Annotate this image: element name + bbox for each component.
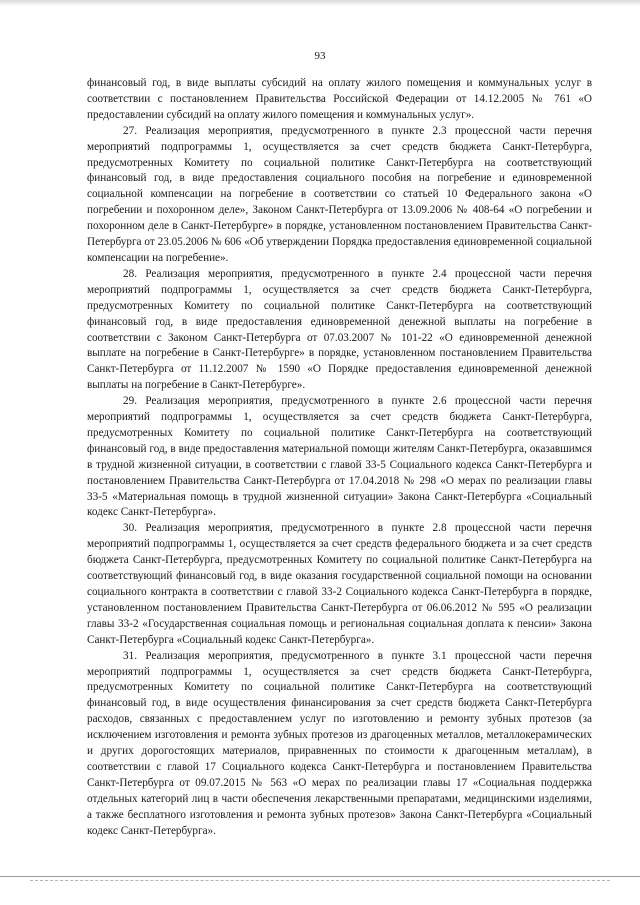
document-body (87, 76, 592, 840)
paragraph-29: 29. Реализация мероприятия, предусмотренного в пункте 2.6 процессной части перечня мероприятий подпрограммы 1, осуществляется за счет средств бюджета Санкт-Петербурга, предусмотренных Комитету по социальной политике Санкт-Петербурга на соответствующий финансовый год, в виде предоставления материальной помощи жителям Санкт-Петербурга, оказавшимся в трудной жизненной ситуации, в соответствии с главой 33-5 Социального кодекса Санкт-Петербурга и постановлением Правительства Санкт-Петербурга от 17.04.2018 № 298 «О мерах по реализации главы 33-5 «Материальная помощь в трудной жизненной ситуации» Закона Санкт-Петербурга «Социальный кодекс Санкт-Петербурга». (87, 395, 592, 519)
page-number: 93 (314, 50, 326, 62)
scan-top-edge (0, 0, 640, 6)
paragraph-30: 30. Реализация мероприятия, предусмотренного в пункте 2.8 процессной части перечня мероприятий подпрограммы 1, осуществляется за счет средств федерального бюджета и за счет средств бюджета Санкт-Петербурга, предусмотренных Комитету по социальной политике Санкт-Петербурга на соответствующий финансовый год, в виде оказания государственной социальной помощи на основании социального контракта в соответствии с главой 33-2 Социального кодекса Санкт-Петербурга в порядке, установленном постановлением Правительства Санкт-Петербурга от 06.06.2012 № 595 «О реализации главы 33-2 «Государственная социальная помощь и региональная социальная доплата к пенсии» Закона Санкт-Петербурга «Социальный кодекс Санкт-Петербурга». (87, 522, 592, 646)
paragraph-28: 28. Реализация мероприятия, предусмотренного в пункте 2.4 процессной части перечня мероприятий подпрограммы 1, осуществляется за счет средств бюджета Санкт-Петербурга, предусмотренных Комитету по социальной политике Санкт-Петербурга на соответствующий финансовый год, в виде предоставления единовременной денежной выплаты на погребение в соответствии с Законом Санкт-Петербурга от 07.03.2007 № 101-22 «О единовременной денежной выплате на погребение в Санкт-Петербурге» в порядке, установленном постановлением Правительства Санкт-Петербурга от 11.12.2007 № 1590 «О Порядке предоставления единовременной денежной выплаты на погребение в Санкт-Петербурге». (87, 267, 592, 392)
paragraph-31: 31. Реализация мероприятия, предусмотренного в пункте 3.1 процессной части перечня мероприятий подпрограммы 1, осуществляется за счет средств бюджета Санкт-Петербурга, предусмотренных Комитету по социальной политике Санкт-Петербурга на соответствующий финансовый год, в виде осуществления финансирования за счет средств бюджета Санкт-Петербурга расходов, связанных с предоставлением услуг по изготовлению и ремонту зубных протезов (за исключением изготовления и ремонта зубных протезов из драгоценных металлов, металлокерамических и других дорогостоящих материалов, приравненных по стоимости к драгоценным металлам), в соответствии с главой 17 Социального кодекса Санкт-Петербурга и постановлением Правительства Санкт-Петербурга от 09.07.2015 № 563 «О мерах по реализации главы 17 «Социальная поддержка отдельных категорий лиц в части обеспечения лекарственными препаратами, медицинскими изделиями, а также бесплатного изготовления и ремонта зубных протезов» Закона Санкт-Петербурга «Социальный кодекс Санкт-Петербурга». (87, 649, 592, 837)
paragraph-27: 27. Реализация мероприятия, предусмотренного в пункте 2.3 процессной части перечня мероприятий подпрограммы 1, осуществляется за счет средств бюджета Санкт-Петербурга, предусмотренных Комитету по социальной политике Санкт-Петербурга на соответствующий финансовый год, в виде предоставления социального пособия на погребение и единовременной социальной компенсации на погребение в соответствии со статьей 10 Федерального закона «О погребении и похоронном деле», Законом Санкт-Петербурга от 13.09.2006 № 408-64 «О погребении и похоронном деле в Санкт-Петербурге» в порядке, установленном постановлением Правительства Санкт-Петербурга от 23.05.2006 № 606 «Об утверждении Порядка предоставления единовременной социальной компенсации на погребение». (87, 124, 592, 264)
scan-bottom-dashes (30, 880, 610, 881)
scan-bottom-rule (0, 876, 640, 877)
paragraph-continuation: финансовый год, в виде выплаты субсидий на оплату жилого помещения и коммунальных услуг в соответствии с постановлением Правительства Российской Федерации от 14.12.2005 № 761 «О предоставлении субсидий на оплату жилого помещения и коммунальных услуг». (87, 77, 592, 121)
